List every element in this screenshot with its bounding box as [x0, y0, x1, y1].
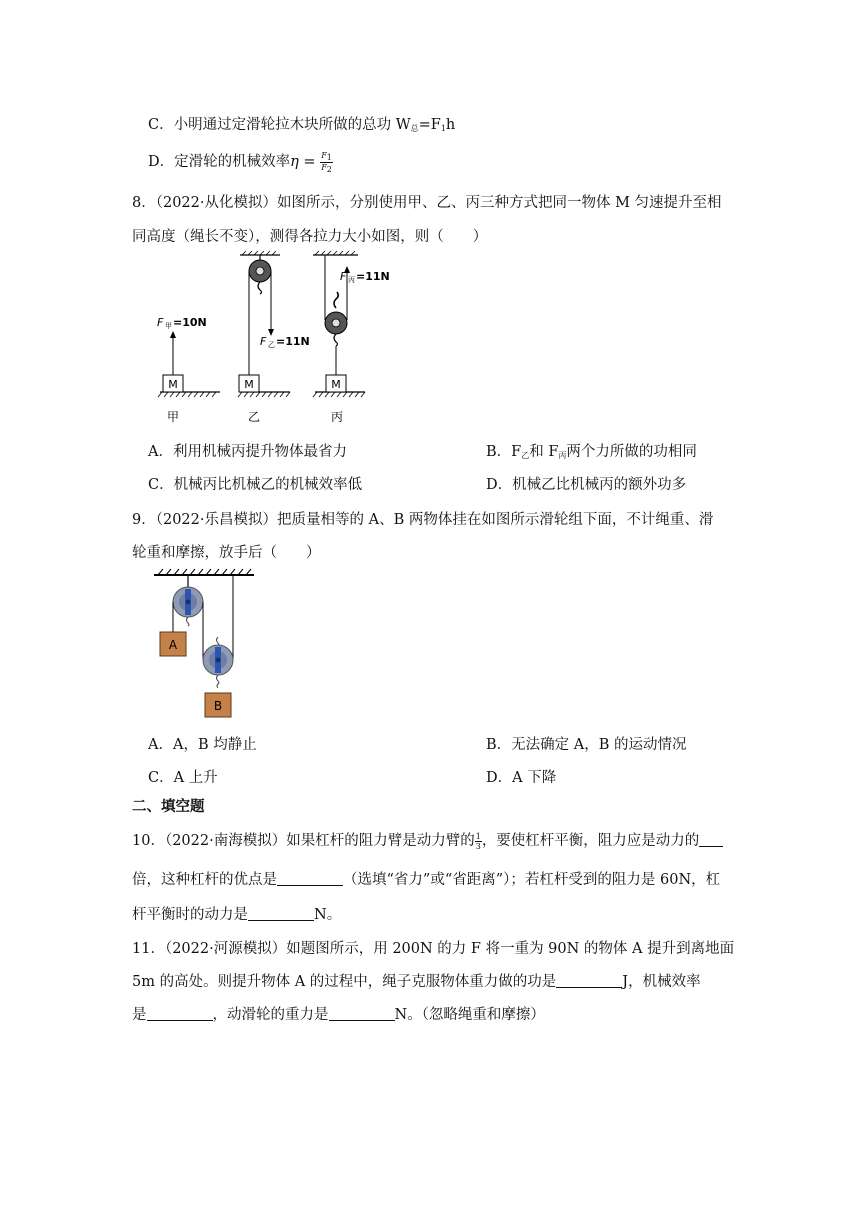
q9-option-c: C．A 上升: [148, 770, 218, 786]
q10-line3-b: N。: [314, 907, 342, 923]
q7-frac-den-sub: 2: [326, 164, 332, 174]
f-bing-label: F: [340, 270, 347, 283]
q10-line2: [132, 868, 720, 889]
q8-option-b-p3: 两个力所做的功相同: [566, 444, 697, 460]
q7-efficiency-fraction: [320, 151, 333, 174]
q7-option-c-sub: 总: [410, 124, 419, 133]
q7-option-c-suffix: =F: [418, 117, 441, 133]
q10-line2-a: 倍，这种杠杆的优点是: [132, 872, 277, 888]
q11-line3-b: ，动滑轮的重力是: [212, 1007, 329, 1023]
q10-frac-den: 3: [475, 841, 481, 851]
q10-blank-3[interactable]: [248, 906, 314, 921]
q8-option-d: D．机械乙比机械丙的额外功多: [486, 477, 687, 493]
section-title: 二、填空题: [132, 799, 205, 815]
q7-frac-num-sub: 1: [326, 152, 332, 162]
f-yi-value: =11N: [276, 335, 310, 348]
q11-blank-2[interactable]: [147, 1006, 213, 1021]
block-m-jia-label: M: [168, 378, 178, 391]
f-jia-sub: 甲: [165, 322, 172, 330]
q8-option-b-s2: 丙: [558, 451, 567, 460]
q11-line1: 11．（2022·河源模拟）如题图所示，用 200N 的力 F 将一重为 90N 的物体 A 提升到离地面: [132, 941, 735, 957]
f-yi-sub: 乙: [268, 341, 275, 349]
q9-option-b: B．无法确定 A，B 的运动情况: [486, 737, 687, 753]
q7-option-c-tail: h: [445, 117, 456, 133]
q11-line3-a: 是: [132, 1007, 147, 1023]
q10-line1-a: 10．（2022·南海模拟）如果杠杆的阻力臂是动力臂的: [132, 833, 475, 849]
figure-yi: [238, 251, 310, 424]
f-bing-value: =11N: [356, 270, 390, 283]
q7-option-d: [148, 150, 333, 174]
q8-option-b-s1: 乙: [521, 451, 530, 460]
q9-option-a: A．A，B 均静止: [148, 737, 257, 753]
q10-frac-num: 1: [475, 831, 481, 841]
f-bing-sub: 丙: [348, 276, 355, 284]
q7-eta-symbol: η =: [290, 154, 316, 170]
figure-jia: [157, 316, 220, 424]
figure-bing: [313, 251, 390, 424]
q8-stem-line2: 同高度（绳长不变），测得各拉力大小如图，则（ ）: [132, 229, 488, 245]
q11-blank-3[interactable]: [329, 1006, 395, 1021]
q10-blank-1[interactable]: [699, 832, 723, 847]
q10-line1: [132, 829, 723, 851]
block-m-bing-label: M: [331, 378, 341, 391]
q11-line3: [132, 1003, 545, 1024]
q9-option-d: D．A 下降: [486, 770, 557, 786]
block-a-label: A: [168, 638, 178, 652]
caption-jia: 甲: [166, 410, 180, 424]
f-jia-value: =10N: [173, 316, 207, 329]
q10-line3-a: 杆平衡时的动力是: [132, 907, 248, 923]
q11-blank-1[interactable]: [556, 973, 622, 988]
q8-option-b-p1: B．F: [486, 444, 522, 460]
q7-option-d-text: D．定滑轮的机械效率: [148, 154, 291, 170]
q11-line2-a: 5m 的高处。则提升物体 A 的过程中，绳子克服物体重力做的功是: [132, 974, 557, 990]
q8-option-c: C．机械丙比机械乙的机械效率低: [148, 477, 363, 493]
q10-line3: [132, 903, 341, 924]
q8-option-b: [486, 440, 697, 461]
block-b-label: B: [213, 699, 223, 713]
q8-stem-line1: 8．（2022·从化模拟）如图所示，分别使用甲、乙、丙三种方式把同一物体 M 匀速提升至相: [132, 195, 722, 211]
q10-line1-b: ，要使杠杆平衡，阻力应是动力的: [481, 833, 700, 849]
f-yi-label: F: [260, 335, 267, 348]
q10-blank-2[interactable]: [277, 871, 343, 886]
q7-option-c-text: C．小明通过定滑轮拉木块所做的总功 W: [148, 117, 411, 133]
q7-option-c: [148, 113, 455, 134]
q7-frac-den: F: [321, 162, 327, 172]
q9-stem-line1: 9．（2022·乐昌模拟）把质量相等的 A、B 两物体挂在如图所示滑轮组下面，不计绳重、滑: [132, 512, 714, 528]
q10-fraction: [475, 832, 482, 851]
q11-line2: [132, 970, 701, 991]
f-jia-label: F: [157, 316, 164, 329]
q7-frac-num: F: [321, 150, 327, 160]
caption-yi: 乙: [247, 410, 261, 424]
q11-line3-c: N。（忽略绳重和摩擦）: [394, 1007, 545, 1023]
q10-line2-b: （选填“省力”或“省距离”）；若杠杆受到的阻力是 60N，杠: [343, 872, 721, 888]
q8-pulley-figure: [150, 250, 390, 430]
block-m-yi-label: M: [244, 378, 254, 391]
q9-pulley-figure: [150, 565, 260, 725]
q9-stem-line2: 轮重和摩擦，放手后（ ）: [132, 545, 321, 561]
q11-line2-b: J，机械效率: [622, 974, 701, 990]
q8-option-b-p2: 和 F: [529, 444, 559, 460]
q8-option-a: A．利用机械丙提升物体最省力: [148, 444, 347, 460]
caption-bing: 丙: [330, 410, 344, 424]
q7-option-c-sub2: 1: [440, 124, 446, 133]
